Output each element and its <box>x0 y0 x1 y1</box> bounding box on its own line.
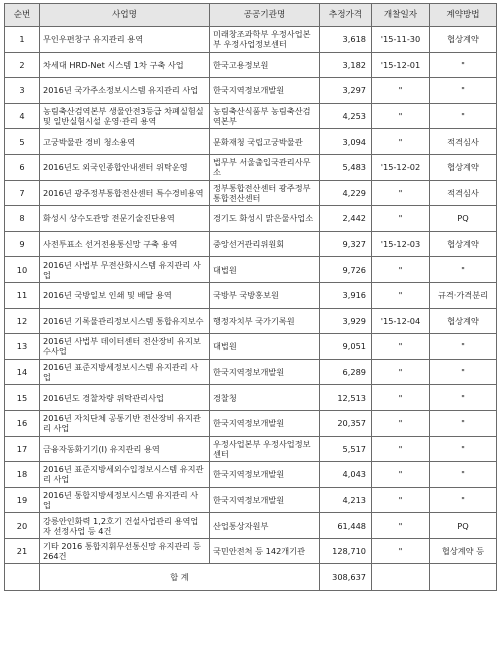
cell-no: 2 <box>5 52 40 78</box>
table-row <box>5 257 497 283</box>
cell-agency: 한국고용정보원 <box>210 52 320 78</box>
cell-agency: 행정자치부 국가기록원 <box>210 308 320 334</box>
cell-no: 21 <box>5 538 40 564</box>
cell-agency: 정부통합전산센터 광주정부통합전산센터 <box>210 180 320 206</box>
table-row <box>5 78 497 104</box>
table-row <box>5 334 497 360</box>
table-row <box>5 154 497 180</box>
cell-agency: 한국지역정보개발원 <box>210 78 320 104</box>
cell-project: 2016년 사법부 데이터센터 전산장비 유지보수사업 <box>40 334 210 360</box>
cell-agency: 국민안전처 등 142개기관 <box>210 538 320 564</box>
table-row <box>5 538 497 564</box>
cell-project: 금융자동화기기(Ⅰ) 유지관리 용역 <box>40 436 210 462</box>
cell-date: " <box>372 436 430 462</box>
total-blank <box>5 564 40 591</box>
cell-date: '15-12-02 <box>372 154 430 180</box>
cell-no: 4 <box>5 103 40 129</box>
cell-no: 19 <box>5 487 40 513</box>
cell-agency: 우정사업본부 우정사업정보센터 <box>210 436 320 462</box>
cell-date: " <box>372 180 430 206</box>
header-method: 계약방법 <box>430 4 497 27</box>
table-row <box>5 231 497 257</box>
table-row <box>5 487 497 513</box>
cell-method: " <box>430 334 497 360</box>
cell-agency: 법무부 서울출입국관리사무소 <box>210 154 320 180</box>
cell-no: 10 <box>5 257 40 283</box>
cell-method: " <box>430 385 497 411</box>
cell-agency: 국방부 국방홍보원 <box>210 282 320 308</box>
header-agency: 공공기관명 <box>210 4 320 27</box>
cell-date: '15-12-04 <box>372 308 430 334</box>
cell-no: 1 <box>5 27 40 53</box>
cell-project: 강릉안인화력 1,2호기 건설사업관리 용역업자 선정사업 등 4건 <box>40 513 210 539</box>
cell-agency: 문화재청 국립고궁박물관 <box>210 129 320 155</box>
cell-price: 4,213 <box>320 487 372 513</box>
total-row <box>5 564 497 591</box>
header-price: 추정가격 <box>320 4 372 27</box>
cell-agency: 농림축산식품부 농림축산검역본부 <box>210 103 320 129</box>
cell-price: 2,442 <box>320 206 372 232</box>
cell-date: '15-12-01 <box>372 52 430 78</box>
cell-no: 12 <box>5 308 40 334</box>
cell-no: 9 <box>5 231 40 257</box>
cell-price: 3,094 <box>320 129 372 155</box>
cell-method: " <box>430 78 497 104</box>
cell-project: 2016년도 경찰차량 위탁관리사업 <box>40 385 210 411</box>
cell-project: 기타 2016 통합지휘무선통신망 유지관리 등 264건 <box>40 538 210 564</box>
cell-price: 4,043 <box>320 462 372 488</box>
table-row <box>5 282 497 308</box>
cell-date: " <box>372 359 430 385</box>
cell-method: 규격·가격분리 <box>430 282 497 308</box>
total-blank-method <box>430 564 497 591</box>
cell-no: 8 <box>5 206 40 232</box>
procurement-table-sheet <box>4 3 496 666</box>
cell-date: " <box>372 78 430 104</box>
total-label: 합 계 <box>40 564 320 591</box>
table-body <box>5 27 497 564</box>
cell-no: 15 <box>5 385 40 411</box>
cell-method: PQ <box>430 513 497 539</box>
cell-method: " <box>430 487 497 513</box>
cell-price: 5,517 <box>320 436 372 462</box>
cell-project: 고궁박물관 경비 청소용역 <box>40 129 210 155</box>
cell-no: 13 <box>5 334 40 360</box>
table-row <box>5 308 497 334</box>
table-row <box>5 52 497 78</box>
cell-project: 사전투표소 선거전용통신망 구축 용역 <box>40 231 210 257</box>
cell-method: PQ <box>430 206 497 232</box>
cell-date: " <box>372 282 430 308</box>
cell-project: 2016년 광주정부통합전산센터 특수경비용역 <box>40 180 210 206</box>
cell-price: 12,513 <box>320 385 372 411</box>
cell-agency: 산업통상자원부 <box>210 513 320 539</box>
table-row <box>5 385 497 411</box>
cell-date: " <box>372 129 430 155</box>
cell-price: 3,618 <box>320 27 372 53</box>
cell-no: 18 <box>5 462 40 488</box>
total-value: 308,637 <box>320 564 372 591</box>
cell-price: 61,448 <box>320 513 372 539</box>
cell-agency: 한국지역정보개발원 <box>210 487 320 513</box>
cell-price: 4,229 <box>320 180 372 206</box>
header-row <box>5 4 497 27</box>
cell-date: " <box>372 385 430 411</box>
cell-method: 협상계약 <box>430 154 497 180</box>
cell-price: 3,182 <box>320 52 372 78</box>
table-row <box>5 206 497 232</box>
cell-method: 적격심사 <box>430 180 497 206</box>
cell-project: 2016년 사법부 무전산화시스템 유지관리 사업 <box>40 257 210 283</box>
cell-project: 2016년 국가주소정보시스템 유지관리 사업 <box>40 78 210 104</box>
cell-no: 14 <box>5 359 40 385</box>
cell-no: 17 <box>5 436 40 462</box>
table-row <box>5 359 497 385</box>
cell-project: 차세대 HRD-Net 시스템 1차 구축 사업 <box>40 52 210 78</box>
cell-price: 3,929 <box>320 308 372 334</box>
cell-price: 9,051 <box>320 334 372 360</box>
cell-price: 20,357 <box>320 410 372 436</box>
cell-project: 2016년 기록물관리정보시스템 통합유지보수 <box>40 308 210 334</box>
table-row <box>5 436 497 462</box>
cell-date: " <box>372 334 430 360</box>
cell-price: 4,253 <box>320 103 372 129</box>
cell-method: " <box>430 52 497 78</box>
cell-project: 2016년 국방일보 인쇄 및 배달 용역 <box>40 282 210 308</box>
header-no: 순번 <box>5 4 40 27</box>
cell-date: " <box>372 487 430 513</box>
table-row <box>5 103 497 129</box>
cell-price: 9,327 <box>320 231 372 257</box>
cell-method: " <box>430 436 497 462</box>
cell-no: 6 <box>5 154 40 180</box>
cell-date: '15-11-30 <box>372 27 430 53</box>
cell-method: " <box>430 359 497 385</box>
total-blank-date <box>372 564 430 591</box>
cell-no: 3 <box>5 78 40 104</box>
cell-no: 11 <box>5 282 40 308</box>
cell-method: 협상계약 등 <box>430 538 497 564</box>
cell-price: 128,710 <box>320 538 372 564</box>
cell-no: 5 <box>5 129 40 155</box>
table-row <box>5 410 497 436</box>
table-row <box>5 27 497 53</box>
cell-agency: 한국지역정보개발원 <box>210 359 320 385</box>
cell-method: " <box>430 103 497 129</box>
cell-date: " <box>372 513 430 539</box>
cell-agency: 대법원 <box>210 257 320 283</box>
cell-agency: 미래창조과학부 우정사업본부 우정사업정보센터 <box>210 27 320 53</box>
cell-price: 6,289 <box>320 359 372 385</box>
cell-no: 7 <box>5 180 40 206</box>
cell-date: " <box>372 410 430 436</box>
cell-project: 2016년 표준지방세외수입정보시스템 유지관리 사업 <box>40 462 210 488</box>
cell-agency: 한국지역정보개발원 <box>210 410 320 436</box>
cell-project: 화성시 상수도관망 전문기술진단용역 <box>40 206 210 232</box>
cell-date: " <box>372 257 430 283</box>
table-row <box>5 462 497 488</box>
cell-method: 협상계약 <box>430 27 497 53</box>
cell-project: 2016년도 외국인종합안내센터 위탁운영 <box>40 154 210 180</box>
cell-agency: 대법원 <box>210 334 320 360</box>
cell-project: 농림축산검역본부 생물안전3등급 차폐실험실 및 일반실험시설 운영·관리 용역 <box>40 103 210 129</box>
cell-project: 2016년 표준지방세정보시스템 유지관리 사업 <box>40 359 210 385</box>
cell-method: 협상계약 <box>430 231 497 257</box>
cell-date: " <box>372 206 430 232</box>
cell-project: 무인우편창구 유지관리 용역 <box>40 27 210 53</box>
cell-method: 협상계약 <box>430 308 497 334</box>
table-row <box>5 129 497 155</box>
header-project: 사업명 <box>40 4 210 27</box>
cell-agency: 경찰청 <box>210 385 320 411</box>
table-row <box>5 180 497 206</box>
cell-agency: 한국지역정보개발원 <box>210 462 320 488</box>
procurement-table <box>4 3 497 591</box>
cell-method: 적격심사 <box>430 129 497 155</box>
cell-project: 2016년 자치단체 공통기반 전산장비 유지관리 사업 <box>40 410 210 436</box>
cell-price: 9,726 <box>320 257 372 283</box>
cell-date: '15-12-03 <box>372 231 430 257</box>
cell-price: 3,297 <box>320 78 372 104</box>
header-date: 개찰일자 <box>372 4 430 27</box>
cell-agency: 중앙선거관리위원회 <box>210 231 320 257</box>
cell-date: " <box>372 538 430 564</box>
cell-no: 20 <box>5 513 40 539</box>
table-row <box>5 513 497 539</box>
cell-date: " <box>372 103 430 129</box>
cell-price: 3,916 <box>320 282 372 308</box>
cell-date: " <box>372 462 430 488</box>
cell-no: 16 <box>5 410 40 436</box>
cell-price: 5,483 <box>320 154 372 180</box>
cell-project: 2016년 통합지방세정보시스템 유지관리 사업 <box>40 487 210 513</box>
cell-agency: 경기도 화성시 맑은물사업소 <box>210 206 320 232</box>
cell-method: " <box>430 257 497 283</box>
cell-method: " <box>430 462 497 488</box>
cell-method: " <box>430 410 497 436</box>
